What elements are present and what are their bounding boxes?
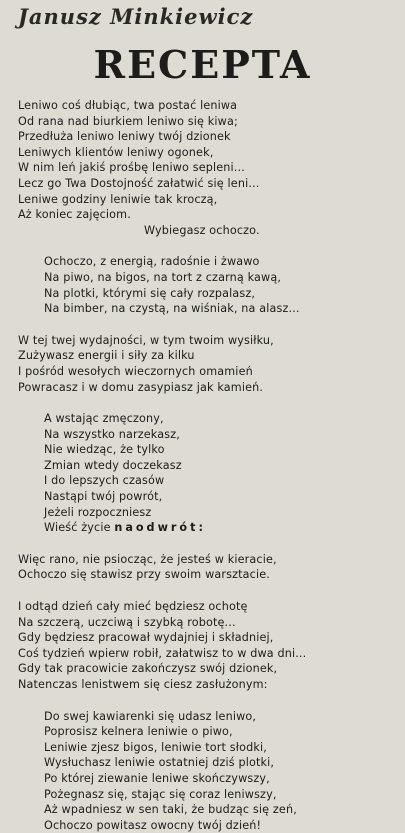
poem-line: Poprosisz kelnera leniwie o piwo, bbox=[44, 725, 233, 739]
poem-body bbox=[0, 98, 405, 833]
poem-line: Na bimber, na czystą, na wiśniak, na alasz... bbox=[44, 302, 300, 316]
poem-line: Aż koniec zajęciom. bbox=[18, 208, 131, 222]
poem-line: Leniwych klientów leniwy ogonek, bbox=[18, 145, 214, 159]
poem-line: Pożegnasz się, stając się coraz leniwszy, bbox=[44, 787, 277, 801]
emphasized-word: naodwrót: bbox=[114, 521, 206, 535]
poem-line: A wstając zmęczony, bbox=[44, 412, 164, 426]
poem-line: Wysłuchasz leniwie ostatniej dziś plotki, bbox=[44, 756, 275, 770]
poem-line: Na szczerą, uczciwą i szybką robotę... bbox=[18, 615, 236, 629]
poem-line: Ochoczo powitasz owocny twój dzień! bbox=[44, 818, 262, 832]
poem-line: Powracasz i w domu zasypiasz jak kamień. bbox=[18, 380, 264, 394]
poem-line: Gdy tak pracowicie zakończysz swój dzionek, bbox=[18, 662, 278, 676]
poem-line: Na plotki, którymi się cały rozpalasz, bbox=[44, 286, 256, 300]
stanza-5 bbox=[0, 552, 405, 583]
poem-line: Ochoczo się stawisz przy swoim warsztacie. bbox=[18, 568, 270, 582]
poem-line: Do swej kawiarenki się udasz leniwo, bbox=[44, 709, 257, 723]
poem-line: Po której ziewanie leniwe skończywszy, bbox=[44, 771, 270, 785]
stanza-1 bbox=[0, 98, 405, 238]
poem-line: Natenczas lenistwem się ciesz zasłużonym: bbox=[18, 678, 268, 691]
poem-line: I pośród wesołych wieczornych omamień bbox=[18, 364, 253, 378]
poem-line: Gdy będziesz pracował wydajniej i składniej, bbox=[18, 631, 274, 645]
poem-line: I odtąd dzień cały mieć będziesz ochotę bbox=[18, 600, 248, 614]
poem-line: W tej twej wydajności, w tym twoim wysiłku, bbox=[18, 333, 274, 347]
poem-line: Więc rano, nie psiocząc, że jesteś w kieracie, bbox=[18, 552, 277, 566]
stanza-6 bbox=[0, 599, 405, 693]
poem-line: Lecz go Twa Dostojność załatwić się leni... bbox=[18, 176, 260, 190]
poem-line: W nim leń jakiś prośbę leniwo sepleni... bbox=[18, 161, 245, 175]
poem-line: Wybiegasz ochoczo. bbox=[144, 223, 260, 237]
poem-line: Leniwo coś dłubiąc, twa postać leniwa bbox=[18, 99, 238, 112]
stanza-7 bbox=[0, 709, 405, 833]
poem-line bbox=[0, 520, 405, 536]
poem-line: Aż wpadniesz w sen taki, że budząc się zeń, bbox=[44, 803, 297, 817]
stanza-4 bbox=[0, 411, 405, 536]
poem-line: Przedłuża leniwo leniwy twój dzionek bbox=[18, 130, 231, 144]
author-name: Janusz Minkiewicz bbox=[18, 4, 254, 29]
poem-line: I do lepszych czasów bbox=[44, 474, 165, 488]
poem-line: Coś tydzień wpierw robił, załatwisz to w dwa dni... bbox=[18, 646, 307, 660]
stanza-2 bbox=[0, 254, 405, 316]
poem-line: Zmian wtedy doczekasz bbox=[44, 458, 182, 472]
stanza-3 bbox=[0, 333, 405, 395]
poem-line: Zużywasz energii i siły za kilku bbox=[18, 349, 195, 363]
poem-line: Nie wiedząc, że tylko bbox=[44, 443, 165, 457]
poem-line: Na wszystko narzekasz, bbox=[44, 427, 180, 441]
poem-line: Leniwe godziny leniwie tak kroczą, bbox=[18, 192, 218, 206]
poem-line-text: Wieść życie bbox=[44, 521, 111, 535]
poem-line: Ochoczo, z energią, radośnie i żwawo bbox=[44, 255, 260, 269]
poem-line: Nastąpi twój powrót, bbox=[44, 490, 163, 504]
poem-title: RECEPTA bbox=[93, 42, 312, 87]
poem-line: Od rana nad biurkiem leniwo się kiwa; bbox=[18, 114, 238, 128]
poem-line: Jeżeli rozpoczniesz bbox=[44, 505, 152, 519]
poem-line: Na piwo, na bigos, na tort z czarną kawą, bbox=[44, 270, 282, 284]
poem-line: Leniwie zjesz bigos, leniwie tort słodki, bbox=[44, 740, 267, 754]
